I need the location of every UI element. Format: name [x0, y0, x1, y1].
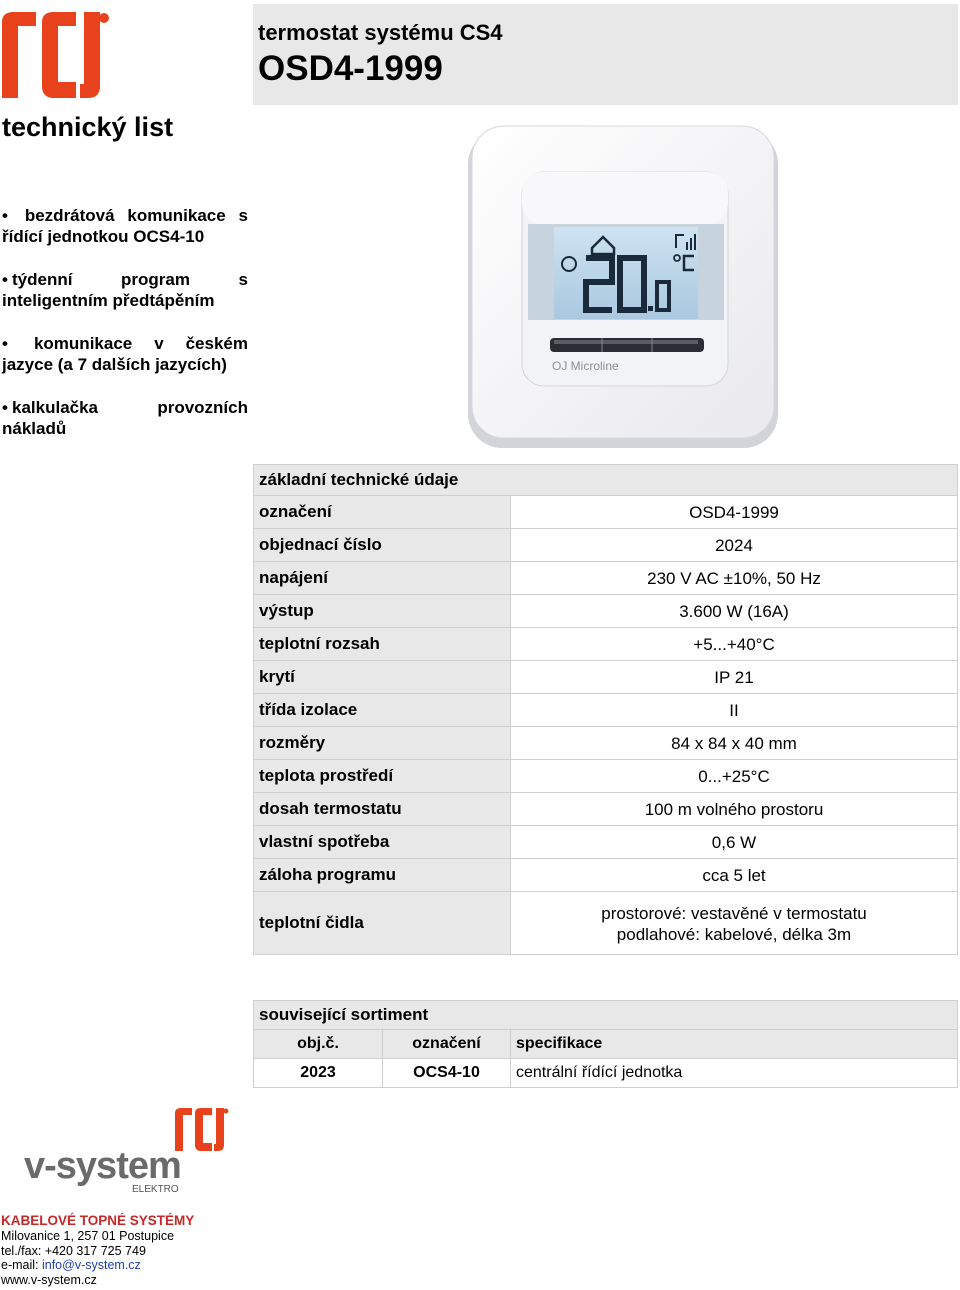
- related-title: související sortiment: [254, 1001, 958, 1030]
- spec-value: OSD4-1999: [511, 496, 958, 529]
- spec-label: teplota prostředí: [254, 760, 511, 793]
- related-spec: centrální řídící jednotka: [511, 1059, 958, 1088]
- table-row: [254, 859, 958, 892]
- table-row: [254, 760, 958, 793]
- bullet-icon: •: [2, 334, 8, 353]
- spec-value: 100 m volného prostoru: [511, 793, 958, 826]
- column-header: obj.č.: [254, 1030, 383, 1059]
- spec-label: teplotní rozsah: [254, 628, 511, 661]
- feature-item: [2, 333, 248, 375]
- brand-label: OJ Microline: [552, 359, 619, 373]
- table-row: [254, 562, 958, 595]
- spec-value: IP 21: [511, 661, 958, 694]
- table-row: [254, 595, 958, 628]
- related-header-row: [254, 1001, 958, 1030]
- related-table: [253, 1000, 958, 1088]
- spec-value: 3.600 W (16A): [511, 595, 958, 628]
- table-row: [254, 661, 958, 694]
- spec-label: teplotní čidla: [254, 892, 511, 955]
- bullet-icon: •: [2, 398, 8, 417]
- spec-label: dosah termostatu: [254, 793, 511, 826]
- spec-value: 0...+25°C: [511, 760, 958, 793]
- table-row: [254, 628, 958, 661]
- feature-item: [2, 397, 248, 439]
- specs-title: základní technické údaje: [254, 465, 958, 496]
- spec-label: označení: [254, 496, 511, 529]
- thermostat-image: [462, 124, 782, 454]
- spec-value: +5...+40°C: [511, 628, 958, 661]
- logo-wordmark: v-system: [24, 1145, 181, 1187]
- email-link[interactable]: info@v-system.cz: [41, 1258, 141, 1273]
- table-row: [254, 496, 958, 529]
- feature-item: [2, 269, 248, 311]
- feature-text: kalkulačka provozních nákladů: [2, 398, 248, 438]
- feature-text: týdenní program s inteligentním předtápěním: [2, 270, 248, 310]
- table-row: [254, 694, 958, 727]
- bullet-icon: •: [2, 206, 8, 225]
- company-address: Milovanice 1, 257 01 Postupice: [1, 1228, 175, 1243]
- v-system-logo: [22, 1106, 232, 1196]
- spec-value-line: prostorové: vestavěné v termostatu: [601, 904, 867, 923]
- specs-header-row: [254, 465, 958, 496]
- table-row: [254, 1059, 958, 1088]
- rcj-logo: [2, 12, 112, 98]
- specs-table: [253, 464, 958, 955]
- spec-label: záloha programu: [254, 859, 511, 892]
- column-header: specifikace: [511, 1030, 958, 1059]
- spec-value: 230 V AC ±10%, 50 Hz: [511, 562, 958, 595]
- product-model: OSD4-1999: [258, 49, 443, 88]
- feature-text: komunikace v českém jazyce (a 7 dalších jazycích): [2, 334, 248, 374]
- spec-label: výstup: [254, 595, 511, 628]
- document-title: technický list: [2, 112, 174, 142]
- product-subtitle: termostat systému CS4: [258, 20, 503, 45]
- feature-text: bezdrátová komunikace s řídící jednotkou OCS4-10: [2, 206, 248, 246]
- spec-label: třída izolace: [254, 694, 511, 727]
- spec-value-line: podlahové: kabelové, délka 3m: [616, 925, 852, 944]
- related-columns-row: [254, 1030, 958, 1059]
- footer-contact: [1, 1214, 194, 1288]
- company-email-line: [1, 1258, 194, 1273]
- logo-subtitle: ELEKTRO: [132, 1184, 179, 1195]
- spec-value: 0,6 W: [511, 826, 958, 859]
- table-row: [254, 529, 958, 562]
- feature-item: [2, 205, 248, 247]
- spec-label: vlastní spotřeba: [254, 826, 511, 859]
- spec-value: 2024: [511, 529, 958, 562]
- email-label: e-mail:: [1, 1258, 42, 1273]
- spec-label: napájení: [254, 562, 511, 595]
- table-row: [254, 892, 958, 955]
- company-web[interactable]: www.v-system.cz: [1, 1273, 97, 1288]
- table-row: [254, 727, 958, 760]
- table-row: [254, 793, 958, 826]
- company-name: KABELOVÉ TOPNÉ SYSTÉMY: [1, 1213, 195, 1228]
- spec-value: cca 5 let: [511, 859, 958, 892]
- spec-label: krytí: [254, 661, 511, 694]
- company-phone: tel./fax: +420 317 725 749: [1, 1243, 146, 1258]
- spec-value: 84 x 84 x 40 mm: [511, 727, 958, 760]
- spec-value: II: [511, 694, 958, 727]
- column-header: označení: [383, 1030, 511, 1059]
- spec-label: rozměry: [254, 727, 511, 760]
- bullet-icon: •: [2, 270, 8, 289]
- spec-value-multiline: [511, 892, 958, 955]
- related-name: OCS4-10: [383, 1059, 511, 1088]
- table-row: [254, 826, 958, 859]
- spec-label: objednací číslo: [254, 529, 511, 562]
- related-code: 2023: [254, 1059, 383, 1088]
